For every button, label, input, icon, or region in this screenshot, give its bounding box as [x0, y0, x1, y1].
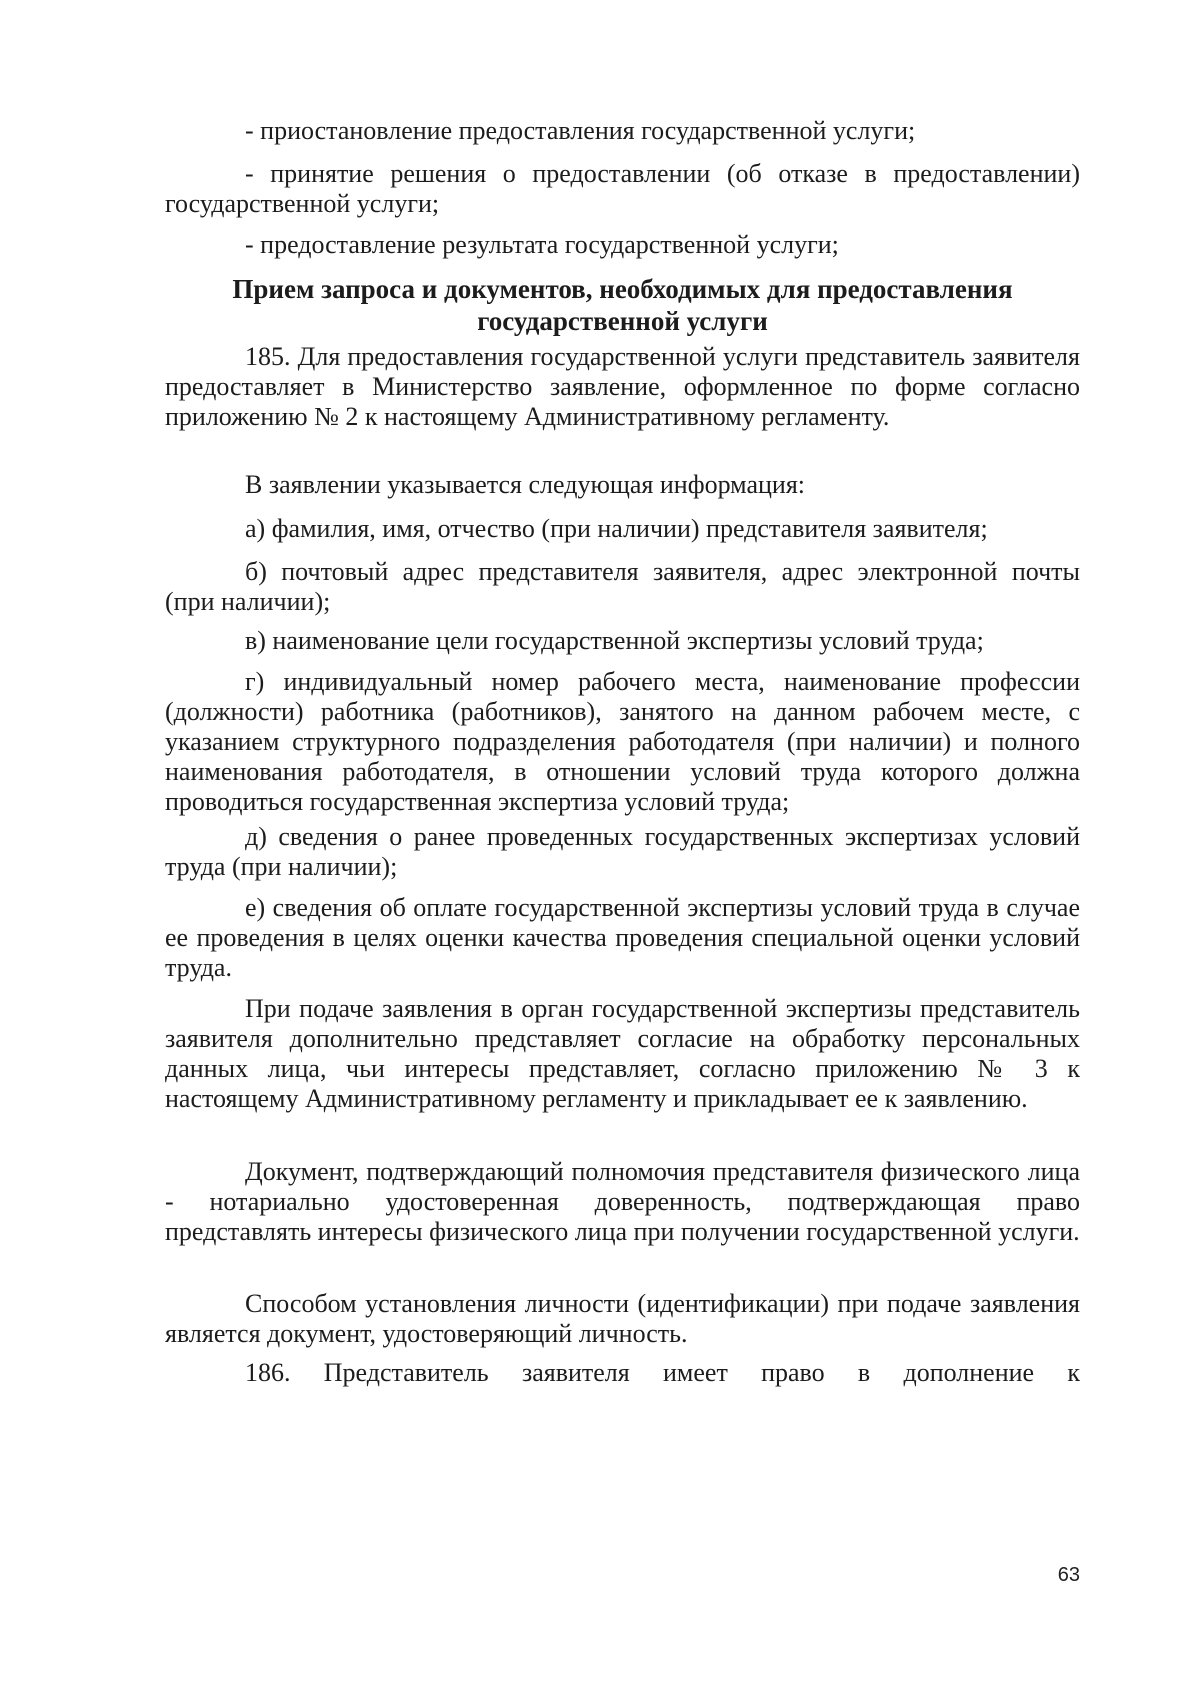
info-intro: В заявлении указывается следующая информация: [245, 470, 806, 499]
item-d: д) сведения о ранее проведенных государственных экспертизах условий труда (при наличии); [165, 822, 1080, 881]
item-b: б) почтовый адрес представителя заявителя, адрес электронной почты (при наличии); [165, 557, 1080, 616]
item-g: г) индивидуальный номер рабочего места, наименование профессии (должности) работника (работников), занятого на данном рабочем месте, с указанием структурного подразделения работодателя (при наличии) и полного наименования работодателя, в отношении условий труда которого должна проводиться государственная экспертиза условий труда; [165, 667, 1080, 816]
power-of-attorney-paragraph: Документ, подтверждающий полномочия представителя физического лица - нотариально удостоверенная доверенность, подтверждающая право представлять интересы физического лица при получении государственной услуги. [165, 1157, 1080, 1246]
paragraph-185: 185. Для предоставления государственной услуги представитель заявителя предоставляет в Министерство заявление, оформленное по форме согласно приложению № 2 к настоящему Административному регламенту. [165, 342, 1080, 431]
paragraph-186: 186. Представитель заявителя имеет право в дополнение к [245, 1358, 1080, 1387]
identification-paragraph: Способом установления личности (идентификации) при подаче заявления является документ, удостоверяющий личность. [165, 1289, 1080, 1348]
list-item-result: - предоставление результата государственной услуги; [245, 230, 839, 259]
consent-paragraph: При подаче заявления в орган государственной экспертизы представитель заявителя дополнительно представляет согласие на обработку персональных данных лица, чьи интересы представляет, согласно приложению № 3 к настоящему Административному регламенту и прикладывает ее к заявлению. [165, 994, 1080, 1113]
list-item-suspension: - приостановление предоставления государственной услуги; [245, 116, 916, 145]
section-heading: Прием запроса и документов, необходимых для предоставления государственной услуги [232, 274, 1013, 336]
item-e: е) сведения об оплате государственной экспертизы условий труда в случае ее проведения в целях оценки качества проведения специальной оценки условий труда. [165, 893, 1080, 982]
item-v: в) наименование цели государственной экспертизы условий труда; [245, 626, 984, 655]
item-a: а) фамилия, имя, отчество (при наличии) представителя заявителя; [245, 514, 988, 543]
list-item-decision: - принятие решения о предоставлении (об отказе в предоставлении) государственной услуги; [165, 159, 1080, 218]
page-number: 63 [1057, 1564, 1080, 1586]
